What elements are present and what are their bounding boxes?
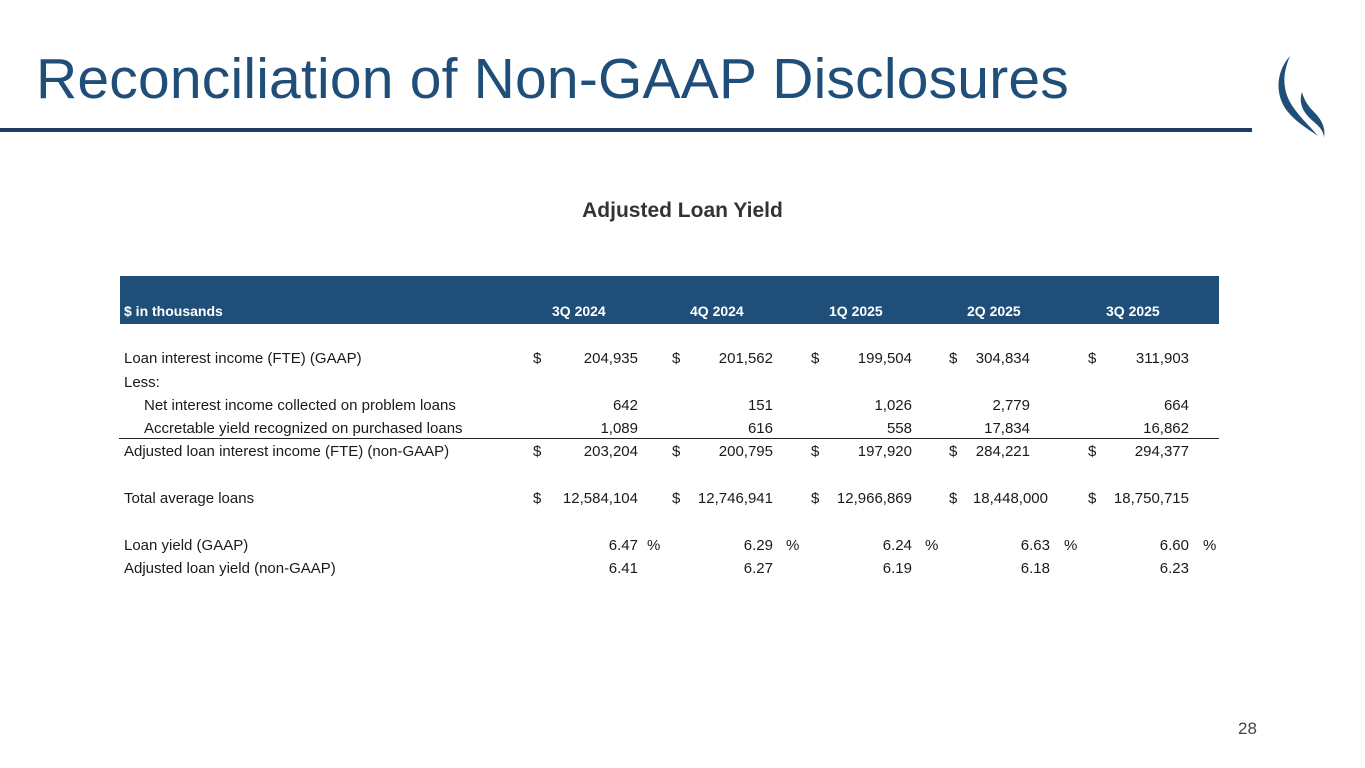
cell-dollar-sign: $ bbox=[811, 490, 820, 507]
cell-dollar-sign: $ bbox=[533, 490, 542, 507]
cell-value: 6.63 bbox=[1020, 537, 1050, 554]
table-header bbox=[120, 276, 1219, 324]
cell-value: 304,834 bbox=[975, 350, 1030, 367]
cell-value: 12,966,869 bbox=[836, 490, 912, 507]
row-label-less: Less: bbox=[124, 374, 160, 391]
table-subtitle: Adjusted Loan Yield bbox=[582, 199, 783, 222]
header-col-5: 3Q 2025 bbox=[1106, 303, 1160, 319]
cell-value: 1,026 bbox=[874, 397, 912, 414]
page-number: 28 bbox=[1238, 719, 1257, 738]
cell-dollar-sign: $ bbox=[1088, 350, 1097, 367]
cell-value: 664 bbox=[1163, 397, 1189, 414]
header-col-4: 2Q 2025 bbox=[967, 303, 1021, 319]
cell-dollar-sign: $ bbox=[672, 490, 681, 507]
cell-value: 311,903 bbox=[1135, 350, 1189, 367]
cell-value: 6.23 bbox=[1159, 560, 1189, 577]
cell-value: 12,584,104 bbox=[562, 490, 638, 507]
cell-value: 2,779 bbox=[992, 397, 1030, 414]
cell-value: 558 bbox=[886, 420, 912, 437]
cell-value: 18,750,715 bbox=[1113, 490, 1189, 507]
page-title: Reconciliation of Non-GAAP Disclosures bbox=[36, 47, 1069, 111]
title-divider bbox=[0, 128, 1252, 132]
cell-value: 12,746,941 bbox=[697, 490, 773, 507]
cell-value: 6.29 bbox=[743, 537, 773, 554]
cell-percent-sign: % bbox=[647, 537, 661, 554]
header-col-1: 3Q 2024 bbox=[552, 303, 606, 319]
row-label-adjusted-loan-yield: Adjusted loan yield (non-GAAP) bbox=[124, 560, 336, 577]
cell-dollar-sign: $ bbox=[533, 350, 542, 367]
cell-dollar-sign: $ bbox=[672, 443, 681, 460]
cell-dollar-sign: $ bbox=[533, 443, 542, 460]
cell-percent-sign: % bbox=[1203, 537, 1217, 554]
row-label-loan-interest-income: Loan interest income (FTE) (GAAP) bbox=[124, 350, 362, 367]
cell-value: 197,920 bbox=[857, 443, 912, 460]
cell-value: 1,089 bbox=[600, 420, 638, 437]
cell-percent-sign: % bbox=[925, 537, 939, 554]
cell-value: 151 bbox=[747, 397, 773, 414]
cell-dollar-sign: $ bbox=[949, 350, 958, 367]
company-logo-icon bbox=[1268, 52, 1328, 140]
cell-dollar-sign: $ bbox=[1088, 490, 1097, 507]
cell-percent-sign: % bbox=[786, 537, 800, 554]
cell-value: 6.24 bbox=[882, 537, 912, 554]
cell-value: 642 bbox=[612, 397, 638, 414]
cell-value: 6.19 bbox=[882, 560, 912, 577]
cell-value: 294,377 bbox=[1134, 443, 1189, 460]
cell-dollar-sign: $ bbox=[811, 443, 820, 460]
header-col-3: 1Q 2025 bbox=[829, 303, 883, 319]
cell-value: 203,204 bbox=[583, 443, 638, 460]
cell-value: 200,795 bbox=[718, 443, 773, 460]
cell-dollar-sign: $ bbox=[1088, 443, 1097, 460]
cell-value: 201,562 bbox=[718, 350, 773, 367]
cell-percent-sign: % bbox=[1064, 537, 1078, 554]
row-label-problem-loans: Net interest income collected on problem loans bbox=[144, 397, 456, 414]
cell-value: 6.18 bbox=[1020, 560, 1050, 577]
cell-dollar-sign: $ bbox=[672, 350, 681, 367]
row-label-adjusted-interest-income: Adjusted loan interest income (FTE) (non-GAAP) bbox=[124, 443, 450, 460]
row-label-total-average-loans: Total average loans bbox=[124, 490, 255, 507]
row-label-loan-yield: Loan yield (GAAP) bbox=[124, 537, 249, 554]
cell-value: 18,448,000 bbox=[972, 490, 1048, 507]
row-label-accretable-yield: Accretable yield recognized on purchased loans bbox=[144, 420, 463, 437]
cell-value: 616 bbox=[747, 420, 773, 437]
cell-dollar-sign: $ bbox=[811, 350, 820, 367]
cell-value: 6.47 bbox=[608, 537, 638, 554]
cell-dollar-sign: $ bbox=[949, 490, 958, 507]
cell-value: 6.27 bbox=[743, 560, 773, 577]
cell-value: 17,834 bbox=[984, 420, 1030, 437]
cell-value: 6.41 bbox=[608, 560, 638, 577]
cell-value: 16,862 bbox=[1143, 420, 1189, 437]
cell-value: 6.60 bbox=[1159, 537, 1189, 554]
subtotal-rule bbox=[119, 438, 1219, 439]
header-units-label: $ in thousands bbox=[124, 303, 223, 319]
cell-value: 284,221 bbox=[975, 443, 1030, 460]
header-col-2: 4Q 2024 bbox=[690, 303, 744, 319]
cell-value: 204,935 bbox=[583, 350, 638, 367]
cell-dollar-sign: $ bbox=[949, 443, 958, 460]
cell-value: 199,504 bbox=[857, 350, 912, 367]
